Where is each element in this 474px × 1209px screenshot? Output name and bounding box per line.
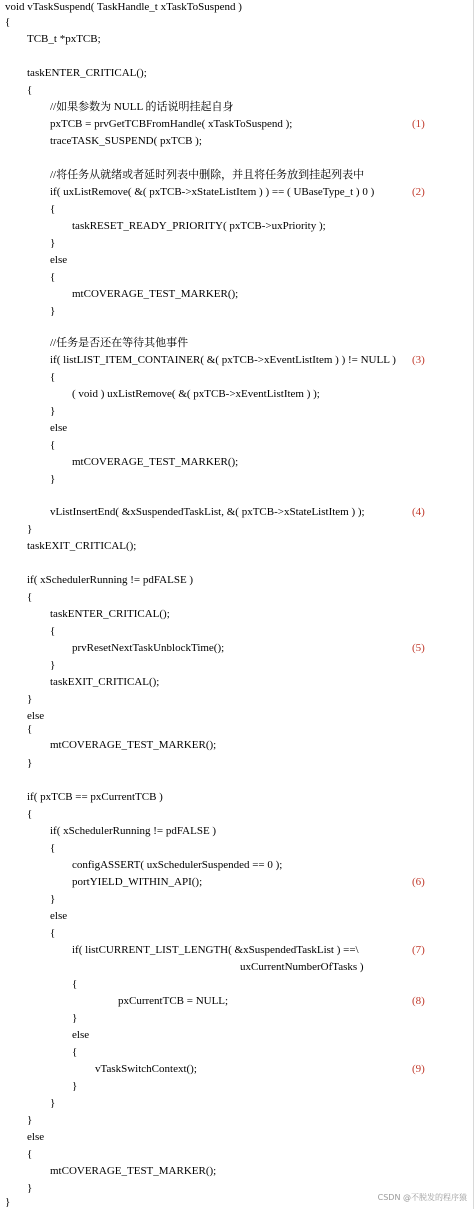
code-line: { [27, 1148, 33, 1160]
code-line: } [50, 1097, 56, 1109]
annotation-marker: (7) [412, 944, 425, 956]
annotation-marker: (5) [412, 642, 425, 654]
code-line: else [50, 422, 68, 434]
code-line: } [27, 1114, 33, 1126]
code-line: if( pxTCB == pxCurrentTCB ) [27, 791, 163, 803]
code-line: } [27, 1182, 33, 1194]
code-line: vTaskSwitchContext(); [95, 1063, 197, 1075]
code-line: { [50, 625, 56, 637]
code-line: prvResetNextTaskUnblockTime(); [72, 642, 225, 654]
code-line: ( void ) uxListRemove( &( pxTCB->xEventListItem ) ); [72, 388, 320, 400]
code-line: taskEXIT_CRITICAL(); [27, 540, 137, 552]
annotation-marker: (8) [412, 995, 425, 1007]
code-line: { [27, 84, 33, 96]
code-line: else [27, 1131, 45, 1143]
watermark: CSDN @不脱发的程序猿 [377, 1193, 467, 1202]
code-line: } [27, 757, 33, 769]
code-line: } [50, 237, 56, 249]
code-line: taskENTER_CRITICAL(); [27, 67, 147, 79]
code-line: else [27, 710, 45, 722]
code-line: } [72, 1080, 78, 1092]
code-line: pxTCB = prvGetTCBFromHandle( xTaskToSuspend ); [50, 118, 293, 130]
code-line: { [50, 203, 56, 215]
code-line: if( listLIST_ITEM_CONTAINER( &( pxTCB->xEventListItem ) ) != NULL ) [50, 354, 396, 366]
code-line: traceTASK_SUSPEND( pxTCB ); [50, 135, 202, 147]
code-line: } [50, 473, 56, 485]
code-line: { [72, 978, 78, 990]
annotation-marker: (9) [412, 1063, 425, 1075]
code-line: mtCOVERAGE_TEST_MARKER(); [50, 739, 217, 751]
code-line: TCB_t *pxTCB; [27, 33, 101, 45]
code-line: } [50, 659, 56, 671]
code-line: } [50, 405, 56, 417]
code-line: taskEXIT_CRITICAL(); [50, 676, 160, 688]
code-line: //任务是否还在等待其他事件 [50, 337, 189, 349]
code-line: pxCurrentTCB = NULL; [118, 995, 229, 1007]
code-line: taskRESET_READY_PRIORITY( pxTCB->uxPriority ); [72, 220, 326, 232]
code-line: uxCurrentNumberOfTasks ) [240, 961, 364, 973]
code-line: } [50, 893, 56, 905]
code-line: { [50, 371, 56, 383]
code-line: { [50, 927, 56, 939]
code-line: portYIELD_WITHIN_API(); [72, 876, 203, 888]
code-line: { [50, 439, 56, 451]
code-line: mtCOVERAGE_TEST_MARKER(); [72, 456, 239, 468]
code-line: { [27, 723, 33, 735]
annotation-marker: (3) [412, 354, 425, 366]
annotation-marker: (4) [412, 506, 425, 518]
code-line: mtCOVERAGE_TEST_MARKER(); [72, 288, 239, 300]
code-line: mtCOVERAGE_TEST_MARKER(); [50, 1165, 217, 1177]
code-line: if( xSchedulerRunning != pdFALSE ) [27, 574, 194, 586]
annotation-marker: (6) [412, 876, 425, 888]
code-line: configASSERT( uxSchedulerSuspended == 0 ); [72, 859, 283, 871]
code-line: //如果参数为 NULL 的话说明挂起自身 [50, 101, 234, 113]
code-line: if( uxListRemove( &( pxTCB->xStateListItem ) ) == ( UBaseType_t ) 0 ) [50, 186, 375, 198]
code-line: else [72, 1029, 90, 1041]
code-line: } [27, 693, 33, 705]
code-line: { [27, 591, 33, 603]
code-line: taskENTER_CRITICAL(); [50, 608, 170, 620]
code-line: void vTaskSuspend( TaskHandle_t xTaskToSuspend ) [5, 1, 242, 13]
code-line: { [50, 271, 56, 283]
code-line: } [72, 1012, 78, 1024]
code-line: } [27, 523, 33, 535]
code-line: if( listCURRENT_LIST_LENGTH( &xSuspendedTaskList ) ==\ [72, 944, 359, 956]
code-line: { [72, 1046, 78, 1058]
code-line: { [27, 808, 33, 820]
annotation-marker: (1) [412, 118, 425, 130]
code-line: vListInsertEnd( &xSuspendedTaskList, &( pxTCB->xStateListItem ) ); [50, 506, 365, 518]
code-line: } [50, 305, 56, 317]
code-line: else [50, 254, 68, 266]
annotation-marker: (2) [412, 186, 425, 198]
code-line: else [50, 910, 68, 922]
code-line: { [50, 842, 56, 854]
code-line: { [5, 16, 11, 28]
code-line: if( xSchedulerRunning != pdFALSE ) [50, 825, 217, 837]
code-line: //将任务从就绪或者延时列表中删除，并且将任务放到挂起列表中 [50, 169, 365, 181]
code-line: } [5, 1196, 11, 1208]
